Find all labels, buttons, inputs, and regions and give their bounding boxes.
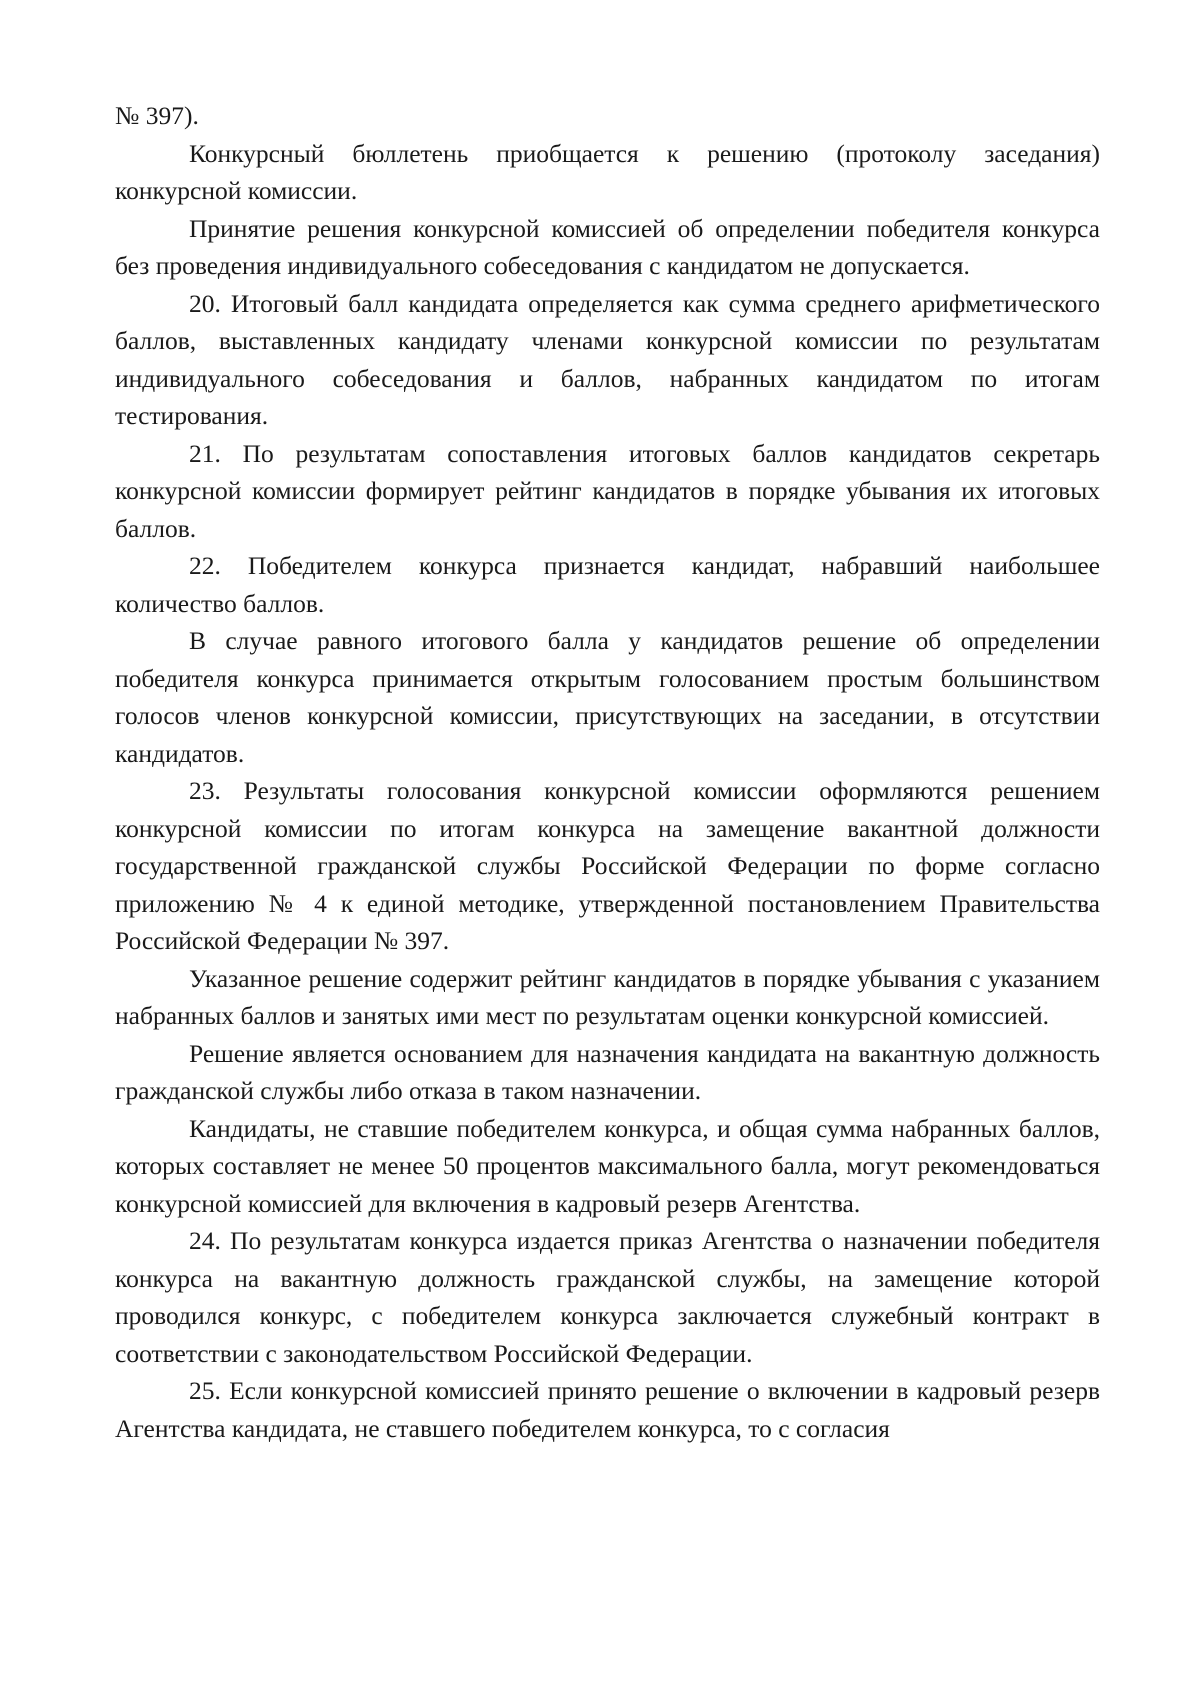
paragraph-equal-score: В случае равного итогового балла у кандидатов решение об определении победителя конкурса принимается открытым голосованием простым большинством голосов членов конкурсной комиссии, присутствующих на заседании, в отсутствии кандидатов. (115, 626, 1100, 768)
paragraph-item-21: 21. По результатам сопоставления итоговых баллов кандидатов секретарь конкурсной комиссии формирует рейтинг кандидатов в порядке убывания их итоговых баллов. (115, 438, 1100, 543)
paragraph-decision-basis: Решение является основанием для назначения кандидата на вакантную должность гражданской службы либо отказа в таком назначении. (115, 1038, 1100, 1105)
paragraph-continuation: № 397). (115, 101, 199, 130)
paragraph-reserve-recommendation: Кандидаты, не ставшие победителем конкурса, и общая сумма набранных баллов, которых составляет не менее 50 процентов максимального балла, могут рекомендоваться конкурсной комиссией для включения в кадровый резерв Агентства. (115, 1113, 1100, 1218)
paragraph-item-22: 22. Победителем конкурса признается кандидат, набравший наибольшее количество баллов. (115, 551, 1100, 618)
paragraph-rating: Указанное решение содержит рейтинг кандидатов в порядке убывания с указанием набранных баллов и занятых ими мест по результатам оценки конкурсной комиссией. (115, 963, 1100, 1030)
paragraph-interview-requirement: Принятие решения конкурсной комиссией об определении победителя конкурса без проведения индивидуального собеседования с кандидатом не допускается. (115, 213, 1100, 280)
document-body (115, 97, 1100, 1447)
paragraph-bulletin: Конкурсный бюллетень приобщается к решению (протоколу заседания) конкурсной комиссии. (115, 138, 1100, 205)
paragraph-item-24: 24. По результатам конкурса издается приказ Агентства о назначении победителя конкурса на вакантную должность гражданской службы, на замещение которой проводился конкурс, с победителем конкурса заключается служебный контракт в соответствии с законодательством Российской Федерации. (115, 1226, 1100, 1368)
paragraph-item-23: 23. Результаты голосования конкурсной комиссии оформляются решением конкурсной комиссии по итогам конкурса на замещение вакантной должности государственной гражданской службы Российской Федерации по форме согласно приложению № 4 к единой методике, утвержденной постановлением Правительства Российской Федерации № 397. (115, 776, 1100, 955)
paragraph-item-20: 20. Итоговый балл кандидата определяется как сумма среднего арифметического баллов, выставленных кандидату членами конкурсной комиссии по результатам индивидуального собеседования и баллов, набранных кандидатом по итогам тестирования. (115, 288, 1100, 430)
paragraph-item-25: 25. Если конкурсной комиссией принято решение о включении в кадровый резерв Агентства кандидата, не ставшего победителем конкурса, то с согласия (115, 1376, 1100, 1443)
